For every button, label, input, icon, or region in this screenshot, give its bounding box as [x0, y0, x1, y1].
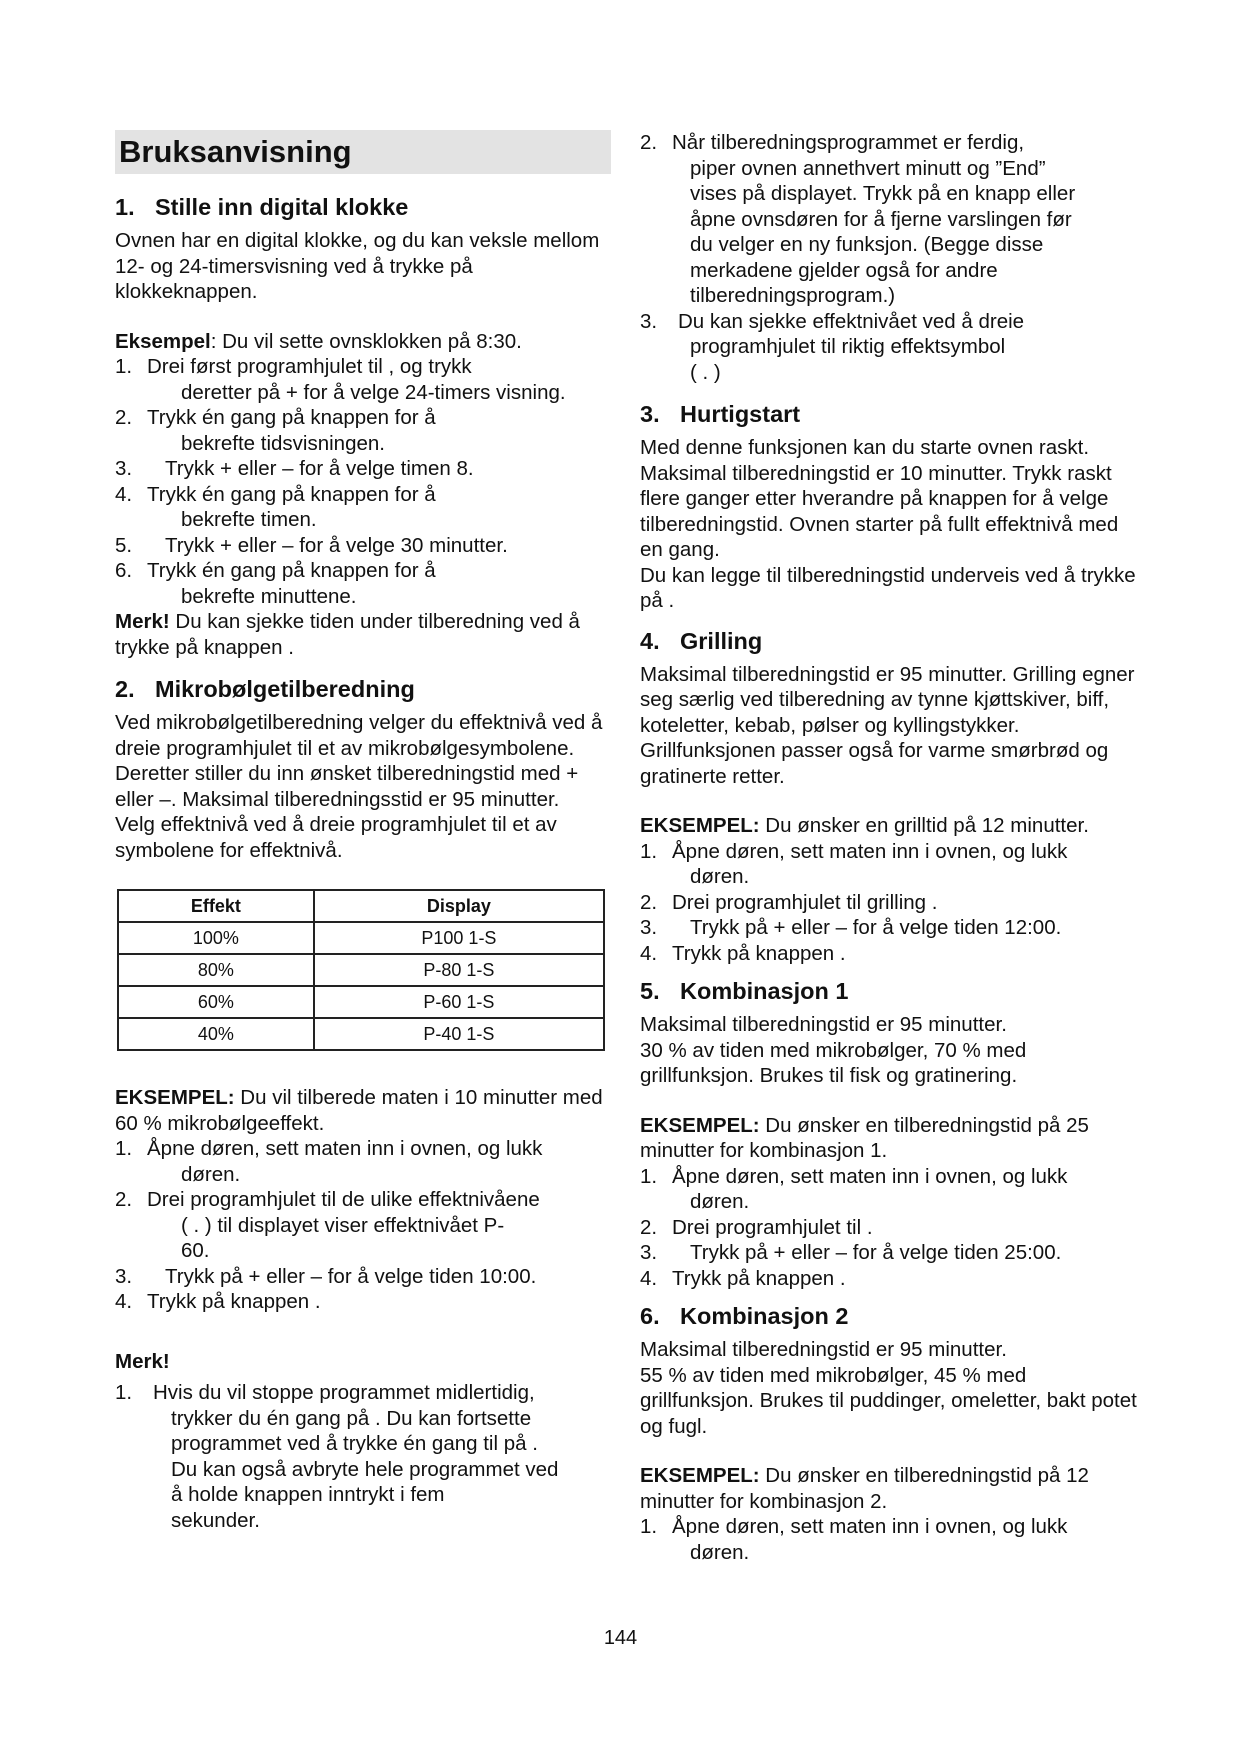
list-item: 1. Åpne døren, sett maten inn i ovnen, og lukk døren. [640, 1515, 1068, 1564]
section-1-heading: 1. Stille inn digital klokke [115, 194, 409, 220]
table-header: Display [314, 890, 604, 922]
effect-table [117, 889, 605, 1051]
list-item: 4. Trykk på knappen . [640, 1266, 846, 1290]
section-1-intro: Ovnen har en digital klokke, og du kan veksle mellom 12- og 24-timersvisning ved å trykke på klokkeknappen. [115, 229, 600, 303]
page-title: Bruksanvisning [115, 130, 611, 174]
section-6-steps [640, 1514, 1140, 1565]
list-item: 6. Trykk én gang på knappen for å bekrefte minuttene. [115, 559, 436, 608]
list-item: 4. Trykk på knappen . [115, 1290, 321, 1313]
list-item: 3. Trykk på + eller – for å velge tiden 10:00. [115, 1264, 537, 1288]
section-3-paragraph: Du kan legge til tilberedningstid underveis ved å trykke på . [640, 563, 1136, 612]
section-5-heading: 5. Kombinasjon 1 [640, 978, 849, 1004]
table-header: Effekt [118, 890, 314, 922]
section-6-example: EKSEMPEL: Du ønsker en tilberedningstid på 12 minutter for kombinasjon 2. [640, 1464, 1089, 1513]
table-row [118, 922, 604, 954]
continued-steps [640, 130, 1140, 385]
section-4-example: EKSEMPEL: Du ønsker en grilltid på 12 minutter. [640, 814, 1089, 837]
section-2-paragraph: Ved mikrobølgetilberedning velger du effektnivå ved å dreie programhjulet til et av mikrobølgesymbolene. Deretter stiller du inn ønsket tilberedningstid med + eller –. Maksimal tilberedningsstid er 95 minutter. [115, 711, 603, 811]
section-3-heading: 3. Hurtigstart [640, 401, 801, 427]
section-5-paragraph: Maksimal tilberedningstid er 95 minutter. [640, 1013, 1007, 1036]
table-cell: 60% [118, 986, 314, 1018]
list-item: 4. Trykk på knappen . [640, 941, 846, 965]
page-number: 144 [603, 1627, 638, 1649]
list-item: 1. Åpne døren, sett maten inn i ovnen, og lukk døren. [115, 1137, 543, 1186]
section-2-paragraph: Velg effektnivå ved å dreie programhjulet til et av symbolene for effektnivå. [115, 813, 557, 862]
list-item: 1. Hvis du vil stoppe programmet midlertidig, trykker du én gang på . Du kan fortsette programmet ved å trykke én gang til på . Du kan også avbryte hele programmet ved å holde knappen inntrykt i fem sekunder. [115, 1381, 559, 1532]
list-item: 2. Drei programhjulet til grilling . [640, 890, 938, 914]
section-2-note-steps [115, 1380, 615, 1533]
list-item: 2. Når tilberedningsprogrammet er ferdig, piper ovnen annethvert minutt og ”End” vises på displayet. Trykk på en knapp eller åpne ovnsdøren for å fjerne varslingen før du velger en ny funksjon. (Begge disse merkadene gjelder også for andre tilberedningsprogram.) [640, 131, 1076, 307]
list-item: 2. Trykk én gang på knappen for å bekrefte tidsvisningen. [115, 406, 436, 455]
table-cell: P-80 1-S [314, 954, 604, 986]
list-item: 1. Åpne døren, sett maten inn i ovnen, og lukk døren. [640, 839, 1068, 888]
left-column [115, 130, 615, 1533]
table-cell: 100% [118, 922, 314, 954]
list-item: 3. Trykk på + eller – for å velge tiden 25:00. [640, 1241, 1062, 1264]
section-2-steps [115, 1136, 615, 1315]
table-header-row [118, 890, 604, 922]
section-4-steps [640, 839, 1140, 967]
section-5-paragraph: 30 % av tiden med mikrobølger, 70 % med grillfunksjon. Brukes til fisk og gratinering. [640, 1038, 1027, 1087]
table-cell: P-40 1-S [314, 1018, 604, 1050]
list-item: 5. Trykk + eller – for å velge 30 minutter. [115, 533, 508, 557]
section-4-heading: 4. Grilling [640, 627, 763, 654]
list-item: 1. Åpne døren, sett maten inn i ovnen, og lukk døren. [640, 1164, 1068, 1213]
list-item: 2. Drei programhjulet til . [640, 1215, 873, 1239]
section-1-steps [115, 354, 615, 609]
section-6-paragraph: 55 % av tiden med mikrobølger, 45 % med grillfunksjon. Brukes til puddinger, omeletter, bakt potet og fugl. [640, 1363, 1137, 1438]
section-1-note: Merk! Du kan sjekke tiden under tilberedning ved å trykke på knappen . [115, 610, 580, 659]
table-cell: P-60 1-S [314, 986, 604, 1018]
table-cell: 80% [118, 954, 314, 986]
section-2-heading: 2. Mikrobølgetilberedning [115, 676, 415, 702]
right-column [640, 130, 1140, 1565]
table-cell: P100 1-S [314, 922, 604, 954]
section-6-paragraph: Maksimal tilberedningstid er 95 minutter. [640, 1338, 1007, 1361]
table-row [118, 1018, 604, 1050]
table-cell: 40% [118, 1018, 314, 1050]
section-2-example: EKSEMPEL: Du vil tilberede maten i 10 minutter med 60 % mikrobølgeeffekt. [115, 1086, 603, 1135]
section-1-example: Eksempel: Du vil sette ovnsklokken på 8:30. [115, 329, 522, 353]
section-3-paragraph: Med denne funksjonen kan du starte ovnen raskt. Maksimal tilberedningstid er 10 minutter. Trykk raskt flere ganger etter hverandre på knappen for å velge tilberedningstid. Ovnen starter på fullt effektnivå med en gang. [640, 436, 1119, 561]
list-item: 3. Trykk på + eller – for å velge tiden 12:00. [640, 916, 1062, 939]
section-6-heading: 6. Kombinasjon 2 [640, 1303, 849, 1329]
table-row [118, 986, 604, 1018]
list-item: 4. Trykk én gang på knappen for å bekrefte timen. [115, 482, 436, 531]
list-item: 1. Drei først programhjulet til , og trykk deretter på + for å velge 24-timers visning. [115, 355, 566, 404]
section-5-steps [640, 1164, 1140, 1292]
table-row [118, 954, 604, 986]
list-item: 3. Du kan sjekke effektnivået ved å dreie programhjulet til riktig effektsymbol ( . ) [640, 309, 1025, 384]
section-4-paragraph: Maksimal tilberedningstid er 95 minutter. Grilling egner seg særlig ved tilberedning av tynne kjøttskiver, biff, koteletter, kebab, pølser og kyllingstykker. Grillfunksjonen passer også for varme smørbrød og gratinerte retter. [640, 662, 1135, 788]
section-5-example: EKSEMPEL: Du ønsker en tilberedningstid på 25 minutter for kombinasjon 1. [640, 1113, 1089, 1162]
list-item: 2. Drei programhjulet til de ulike effektnivåene ( . ) til displayet viser effektnivået P- 60. [115, 1188, 540, 1262]
section-2-note-label: Merk! [115, 1349, 170, 1373]
list-item: 3. Trykk + eller – for å velge timen 8. [115, 457, 474, 480]
